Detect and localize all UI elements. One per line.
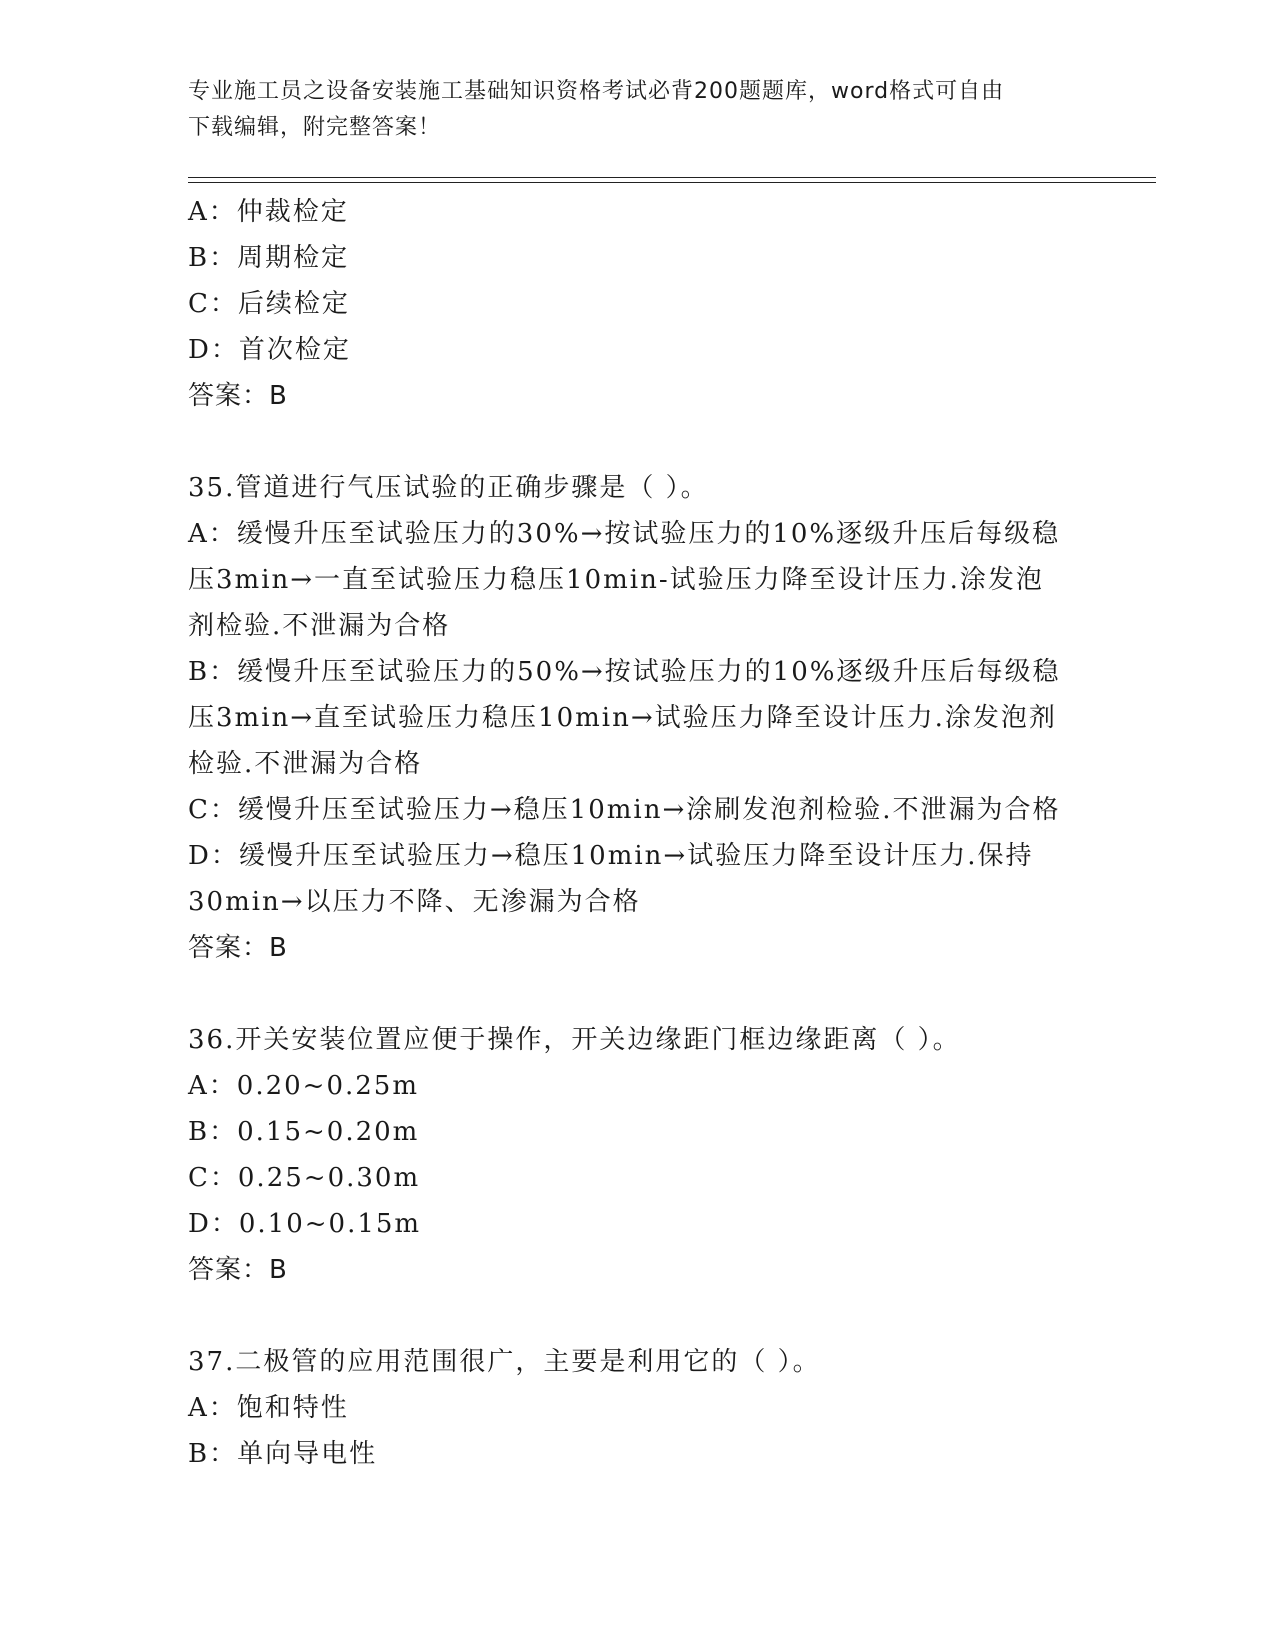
question-text: 35.管道进行气压试验的正确步骤是（ ）。	[188, 473, 709, 503]
option-b-line-3: 检验.不泄漏为合格	[188, 749, 423, 779]
spacer	[188, 971, 1088, 1017]
question-36	[188, 1017, 1088, 1293]
option-a: A：饱和特性	[188, 1393, 349, 1423]
spacer	[188, 1293, 1088, 1339]
answer: 答案：B	[188, 381, 288, 411]
header-divider-top	[188, 177, 1156, 178]
question-35	[188, 465, 1088, 971]
option-c: C：后续检定	[188, 289, 350, 319]
option-b-line-1: B：缓慢升压至试验压力的50%→按试验压力的10%逐级升压后每级稳	[188, 657, 1061, 687]
option-a-line-2: 压3min→一直至试验压力稳压10min-试验压力降至设计压力.涂发泡	[188, 565, 1044, 595]
document-header	[188, 74, 1068, 146]
option-d-line-1: D：缓慢升压至试验压力→稳压10min→试验压力降至设计压力.保持	[188, 841, 1034, 871]
option-b: B：0.15~0.20m	[188, 1117, 420, 1147]
option-c: C：缓慢升压至试验压力→稳压10min→涂刷发泡剂检验.不泄漏为合格	[188, 795, 1061, 825]
option-a: A：仲裁检定	[188, 197, 349, 227]
question-text: 36.开关安装位置应便于操作，开关边缘距门框边缘距离（ ）。	[188, 1025, 961, 1055]
option-c: C：0.25~0.30m	[188, 1163, 421, 1193]
option-b: B：周期检定	[188, 243, 350, 273]
question-34	[188, 189, 1088, 419]
option-a-line-3: 剂检验.不泄漏为合格	[188, 611, 451, 641]
answer: 答案：B	[188, 1255, 288, 1285]
option-d-line-2: 30min→以压力不降、无渗漏为合格	[188, 887, 641, 917]
question-text: 37.二极管的应用范围很广，主要是利用它的（ ）。	[188, 1347, 821, 1377]
option-d: D：0.10~0.15m	[188, 1209, 422, 1239]
header-title-line-1: 专业施工员之设备安装施工基础知识资格考试必背200题题库，word格式可自由	[188, 79, 1005, 104]
answer: 答案：B	[188, 933, 288, 963]
question-list	[188, 189, 1088, 1477]
header-divider-bottom	[188, 182, 1156, 183]
question-37	[188, 1339, 1088, 1477]
header-title-line-2: 下载编辑，附完整答案！	[188, 115, 442, 140]
option-b: B：单向导电性	[188, 1439, 378, 1469]
spacer	[188, 419, 1088, 465]
option-a-line-1: A：缓慢升压至试验压力的30%→按试验压力的10%逐级升压后每级稳	[188, 519, 1061, 549]
option-d: D：首次检定	[188, 335, 351, 365]
option-a: A：0.20~0.25m	[188, 1071, 419, 1101]
option-b-line-2: 压3min→直至试验压力稳压10min→试验压力降至设计压力.涂发泡剂	[188, 703, 1057, 733]
